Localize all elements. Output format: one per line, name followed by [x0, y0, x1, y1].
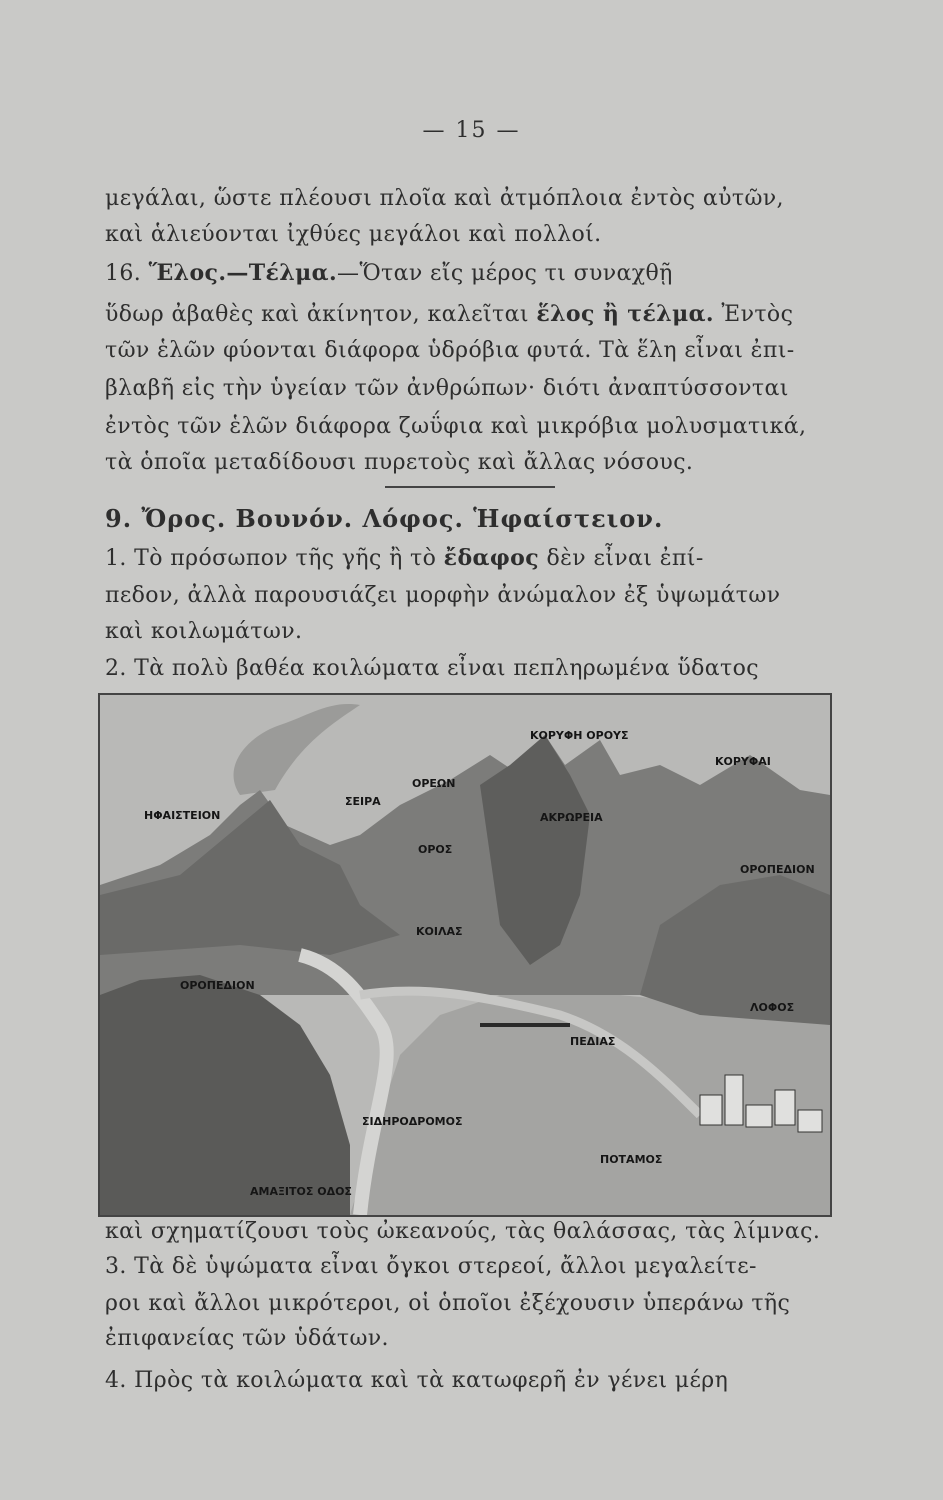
label-valley: ΚΟΙΛΑΣ	[416, 925, 463, 938]
text-line: καὶ κοιλωμάτων.	[105, 619, 303, 644]
label-plain: ΠΕΔΙΑΣ	[570, 1035, 616, 1048]
label-hill: ΛΟΦΟΣ	[750, 1001, 795, 1014]
text-line: 2. Τὰ πολὺ βαθέα κοιλώματα εἶναι πεπληρωμένα ὕδατος	[105, 656, 759, 681]
section-separator	[385, 486, 555, 488]
text-span: ὕδωρ ἀβαθὲς καὶ ἀκίνητον, καλεῖται	[105, 302, 529, 327]
label-volcano: ΗΦΑΙΣΤΕΙΟΝ	[144, 809, 221, 822]
section-number: 16.	[105, 261, 142, 286]
text-line: καὶ ἁλιεύονται ἰχθύες μεγάλοι καὶ πολλοί.	[105, 222, 602, 247]
emphasis-term: ἕλος ἢ τέλμα.	[536, 301, 714, 327]
text-line: 3. Τὰ δὲ ὑψώματα εἶναι ὄγκοι στερεοί, ἄλλοι μεγαλείτε-	[105, 1254, 757, 1279]
page-number: — 15 —	[422, 118, 521, 143]
text-span: Ἐντὸς	[721, 302, 794, 327]
text-line: τὰ ὁποῖα μεταδίδουσι πυρετοὺς καὶ ἄλλας νόσους.	[105, 450, 694, 475]
label-range-a: ΣΕΙΡΑ	[345, 795, 381, 808]
label-plateau-left: ΟΡΟΠΕΔΙΟΝ	[180, 979, 255, 992]
text-line	[105, 297, 817, 332]
text-line: ροι καὶ ἄλλοι μικρότεροι, οἱ ὁποῖοι ἐξέχουσιν ὑπεράνω τῆς	[105, 1291, 791, 1316]
label-river: ΠΟΤΑΜΟΣ	[600, 1153, 663, 1166]
text-line: πεδον, ἀλλὰ παρουσιάζει μορφὴν ἀνώμαλον ἐξ ὑψωμάτων	[105, 583, 781, 608]
label-cape: ΑΚΡΩΡΕΙΑ	[540, 811, 603, 824]
text-line	[105, 541, 817, 576]
text-line: καὶ σχηματίζουσι τοὺς ὠκεανούς, τὰς θαλάσσας, τὰς λίμνας.	[105, 1219, 821, 1244]
text-line: μεγάλαι, ὥστε πλέουσι πλοῖα καὶ ἀτμόπλοια ἐντὸς αὐτῶν,	[105, 186, 784, 211]
label-plateau-right: ΟΡΟΠΕΔΙΟΝ	[740, 863, 815, 876]
text-span: 1. Τὸ πρόσωπον τῆς γῆς ἢ τὸ	[105, 546, 437, 571]
section-16-line	[105, 256, 817, 291]
section-heading: 9. Ὄρος. Βουνόν. Λόφος. Ἡφαίστειον.	[105, 504, 664, 533]
label-peak: ΚΟΡΥΦΗ ΟΡΟΥΣ	[530, 729, 629, 742]
label-mountain: ΟΡΟΣ	[418, 843, 453, 856]
text-line: βλαβῆ εἰς τὴν ὑγείαν τῶν ἀνθρώπων· διότι ἀναπτύσσονται	[105, 376, 789, 401]
label-road: ΑΜΑΞΙΤΟΣ ΟΔΟΣ	[250, 1185, 352, 1198]
landscape-illustration	[98, 693, 832, 1217]
label-range-b: ΟΡΕΩΝ	[412, 777, 456, 790]
label-peaks: ΚΟΡΥΦΑΙ	[715, 755, 771, 768]
section-text: —Ὅταν εἴς μέρος τι συναχθῇ	[337, 261, 673, 286]
section-title: Ἕλος.—Τέλμα.	[148, 260, 338, 286]
text-line: τῶν ἑλῶν φύονται διάφορα ὑδρόβια φυτά. Τὰ ἕλη εἶναι ἐπι-	[105, 338, 795, 363]
emphasis-term: ἔδαφος	[443, 545, 540, 571]
text-line: ἐντὸς τῶν ἑλῶν διάφορα ζωΰφια καὶ μικρόβια μολυσματικά,	[105, 414, 807, 439]
landscape-drawing	[100, 695, 830, 1215]
label-rail: ΣΙΔΗΡΟΔΡΟΜΟΣ	[362, 1115, 463, 1128]
text-line: ἐπιφανείας τῶν ὑδάτων.	[105, 1326, 389, 1351]
text-line: 4. Πρὸς τὰ κοιλώματα καὶ τὰ κατωφερῆ ἐν γένει μέρη	[105, 1368, 729, 1393]
text-span: δὲν εἶναι ἐπί-	[546, 546, 704, 571]
